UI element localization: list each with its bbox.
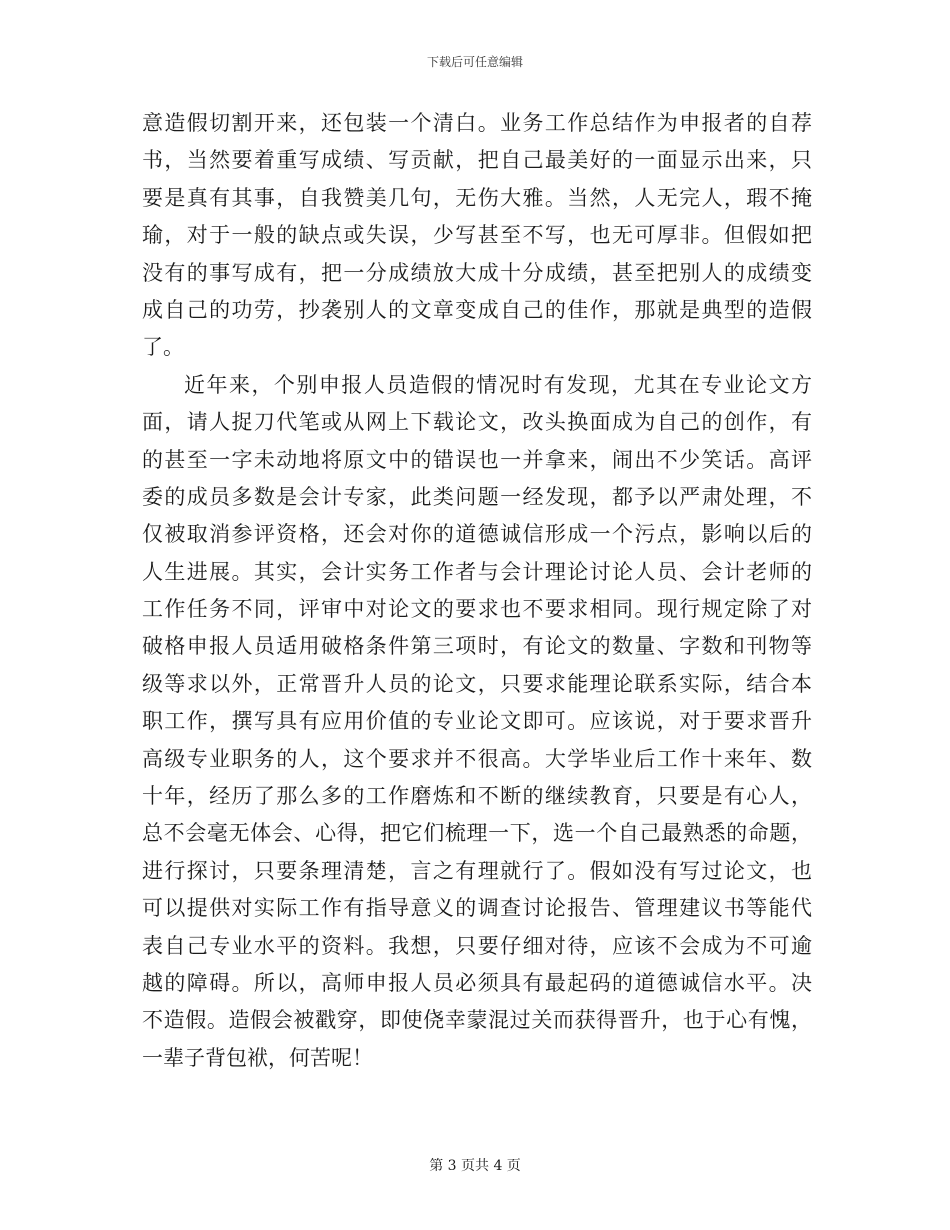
text-line: 面，请人捉刀代笔或从网上下载论文，改头换面成为自己的创作，有 (142, 410, 812, 435)
text-line: 近年来，个别申报人员造假的情况时有发现，尤其在专业论文方 (184, 372, 812, 397)
document-body (142, 105, 812, 1077)
text-line: 十年，经历了那么多的工作磨炼和不断的继续教育，只要是有心人， (142, 784, 812, 809)
text-line: 没有的事写成有，把一分成绩放大成十分成绩，甚至把别人的成绩变 (142, 260, 812, 285)
text-line: 级等求以外，正常晋升人员的论文，只要求能理论联系实际，结合本 (142, 671, 812, 696)
text-line: 越的障碍。所以，高师申报人员必须具有最起码的道德诚信水平。决 (142, 970, 812, 995)
text-line: 成自己的功劳，抄袭别人的文章变成自己的佳作，那就是典型的造假 (142, 297, 812, 322)
text-line: 不造假。造假会被戳穿，即使侥幸蒙混过关而获得晋升，也于心有愧， (142, 1008, 812, 1033)
text-line: 仅被取消参评资格，还会对你的道德诚信形成一个污点，影响以后的 (142, 522, 812, 547)
text-line: 书，当然要着重写成绩、写贡献，把自己最美好的一面显示出来，只 (142, 148, 812, 173)
text-line: 进行探讨，只要条理清楚，言之有理就行了。假如没有写过论文，也 (142, 858, 812, 883)
page-footer: 第 3 页共 4 页 (429, 1158, 521, 1174)
paragraph (142, 367, 812, 1077)
text-line: 人生进展。其实，会计实务工作者与会计理论讨论人员、会计老师的 (142, 559, 812, 584)
text-line: 要是真有其事，自我赞美几句，无伤大雅。当然，人无完人，瑕不掩 (142, 185, 812, 210)
text-line: 一辈子背包袱，何苦呢！ (142, 1045, 373, 1070)
text-line: 总不会毫无体会、心得，把它们梳理一下，选一个自己最熟悉的命题， (142, 821, 812, 846)
text-line: 表自己专业水平的资料。我想，只要仔细对待，应该不会成为不可逾 (142, 933, 812, 958)
text-line: 职工作，撰写具有应用价值的专业论文即可。应该说，对于要求晋升 (142, 709, 812, 734)
text-line: 可以提供对实际工作有指导意义的调查讨论报告、管理建议书等能代 (142, 896, 812, 921)
text-line: 了。 (142, 335, 184, 360)
paragraph (142, 105, 812, 367)
text-line: 瑜，对于一般的缺点或失误，少写甚至不写，也无可厚非。但假如把 (142, 223, 812, 248)
text-line: 高级专业职务的人，这个要求并不很高。大学毕业后工作十来年、数 (142, 746, 812, 771)
page-header: 下载后可任意编辑 (426, 55, 523, 69)
text-line: 意造假切割开来，还包装一个清白。业务工作总结作为申报者的自荐 (142, 111, 812, 135)
text-line: 委的成员多数是会计专家，此类问题一经发现，都予以严肃处理，不 (142, 484, 812, 509)
text-line: 工作任务不同，评审中对论文的要求也不要求相同。现行规定除了对 (142, 597, 812, 622)
text-line: 的甚至一字未动地将原文中的错误也一并拿来，闹出不少笑话。高评 (142, 447, 812, 472)
text-line: 破格申报人员适用破格条件第三项时，有论文的数量、字数和刊物等 (142, 634, 812, 659)
